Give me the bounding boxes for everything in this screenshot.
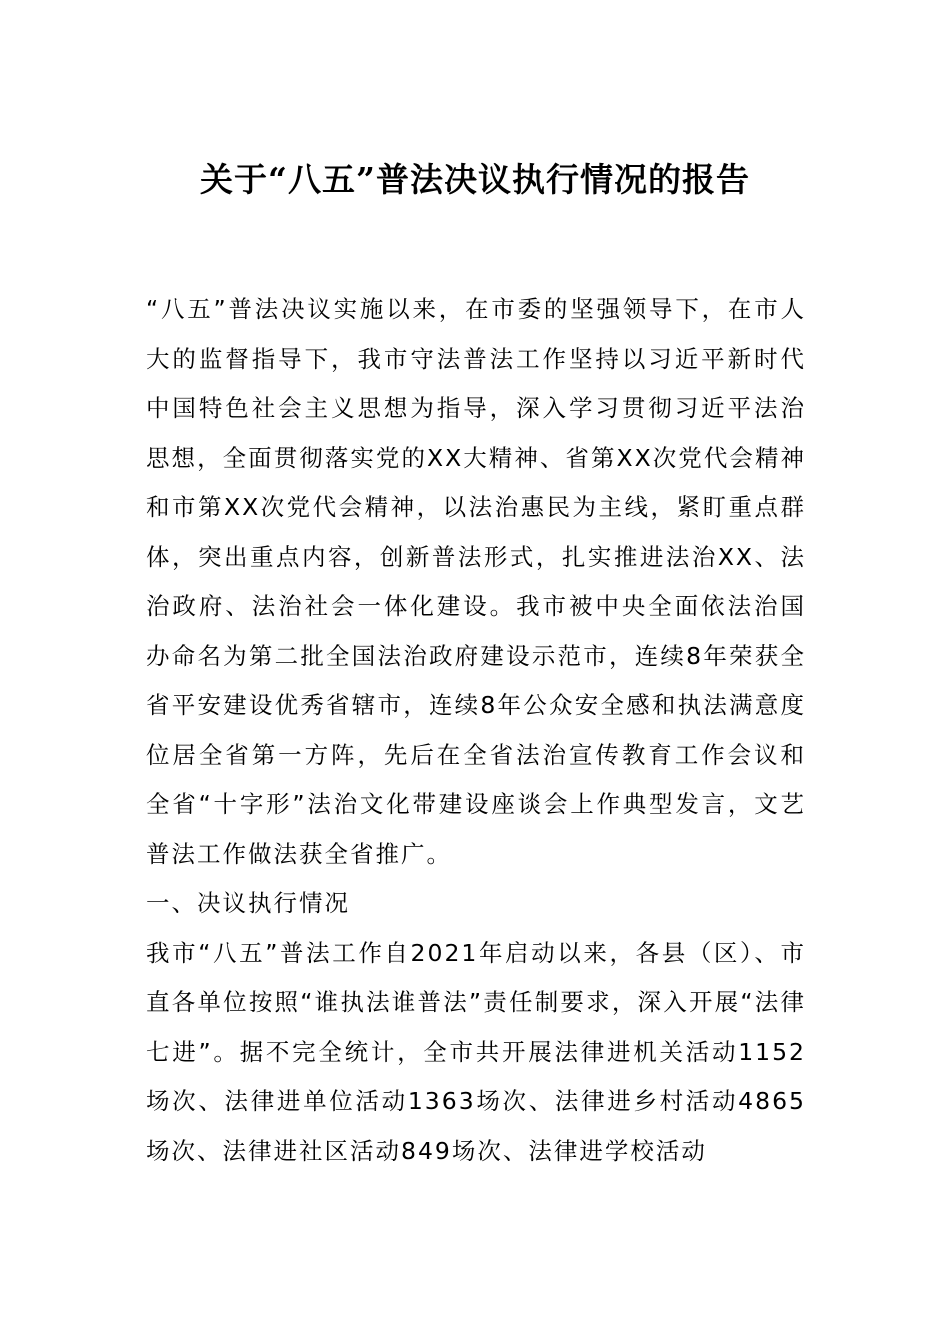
intro-paragraph: “八五”普法决议实施以来，在市委的坚强领导下，在市人大的监督指导下，我市守法普法工作坚持以习近平新时代中国特色社会主义思想为指导，深入学习贯彻习近平法治思想，全面贯彻落实党的XX大精神、省第XX次党代会精神和市第XX次党代会精神，以法治惠民为主线，紧盯重点群体，突出重点内容，创新普法形式，扎实推进法治XX、法治政府、法治社会一体化建设。我市被中央全面依法治国办命名为第二批全国法治政府建设示范市，连续8年荣获全省平安建设优秀省辖市，连续8年公众安全感和执法满意度位居全省第一方阵，先后在全省法治宣传教育工作会议和全省“十字形”法治文化带建设座谈会上作典型发言，文艺普法工作做法获全省推广。 bbox=[146, 295, 806, 868]
section-heading: 一、决议执行情况 bbox=[146, 889, 350, 917]
document-body bbox=[146, 285, 806, 1176]
section-paragraph: 我市“八五”普法工作自2021年启动以来，各县（区）、市直各单位按照“谁执法谁普法”责任制要求，深入开展“法律七进”。据不完全统计，全市共开展法律进机关活动1152场次、法律进单位活动1363场次、法律进乡村活动4865场次、法律进社区活动849场次、法律进学校活动 bbox=[146, 938, 806, 1165]
document-title: 关于“八五”普法决议执行情况的报告 bbox=[200, 160, 750, 199]
